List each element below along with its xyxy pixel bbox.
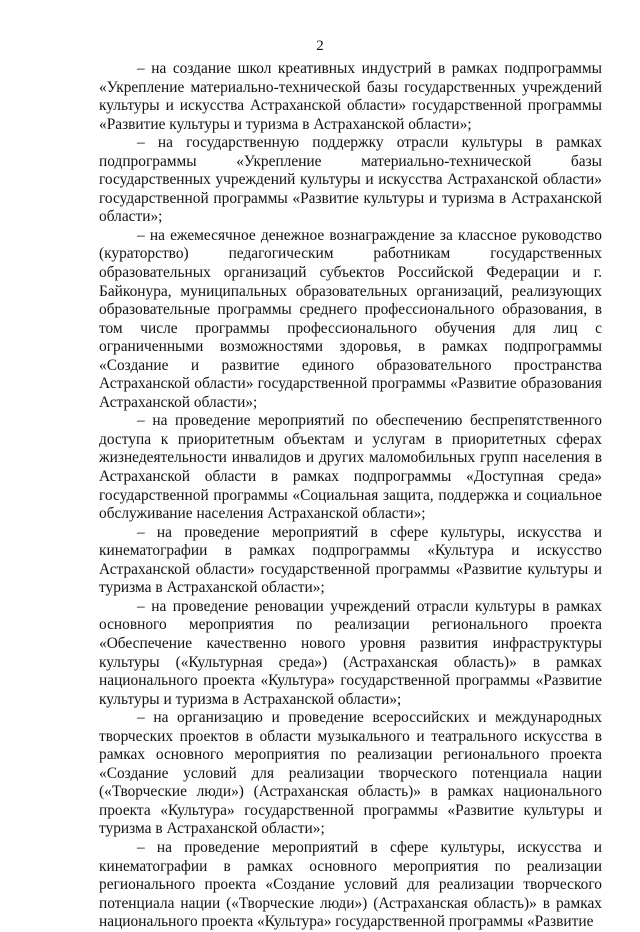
paragraph: – на ежемесячное денежное вознаграждение за классное руководство (кураторство) педагогическим работникам государственных образовательных организаций субъектов Российской Федерации и г. Байконура, муниципальных образовательных организаций, реализующих образовательные программы среднего профессионального образования, в том числе программы профессионального обучения для лиц с ограниченными возможностями здоровья, в рамках подпрограммы «Создание и развитие единого образовательного пространства Астраханской области» государственной программы «Развитие образования Астраханской области»;: [99, 226, 602, 411]
page-number: 2: [316, 38, 324, 54]
paragraph: – на государственную поддержку отрасли культуры в рамках подпрограммы «Укрепление материально-технической базы государственных учреждений культуры и искусства Астраханской области» государственной программы «Развитие культуры и туризма в Астраханской области»;: [99, 134, 602, 226]
paragraph: – на создание школ креативных индустрий в рамках подпрограммы «Укрепление материально-технической базы государственных учреждений культуры и искусства Астраханской области» государственной программы «Развитие культуры и туризма в Астраханской области»;: [99, 60, 602, 133]
paragraph: – на проведение реновации учреждений отрасли культуры в рамках основного мероприятия по реализации регионального проекта «Обеспечение качественно нового уровня развития инфраструктуры культуры («Культурная среда») (Астраханская область)» в рамках национального проекта «Культура» государственной программы «Развитие культуры и туризма в Астраханской области»;: [99, 597, 602, 708]
paragraph: – на проведение мероприятий в сфере культуры, искусства и кинематографии в рамках основного мероприятия по реализации регионального проекта «Создание условий для реализации творческого потенциала нации («Творческие люди») (Астраханская область)» в рамках национального проекта «Культура» государственной программы «Развитие: [99, 838, 602, 931]
body-text: [99, 60, 602, 932]
paragraph: – на проведение мероприятий в сфере культуры, искусства и кинематографии в рамках подпрограммы «Культура и искусство Астраханской области» государственной программы «Развитие культуры и туризма в Астраханской области»;: [99, 523, 602, 597]
paragraph: – на организацию и проведение всероссийских и международных творческих проектов в области музыкального и театрального искусства в рамках основного мероприятия по реализации регионального проекта «Создание условий для реализации творческого потенциала нации («Творческие люди») (Астраханская область)» в рамках национального проекта «Культура» государственной программы «Развитие культуры и туризма в Астраханской области»;: [99, 709, 602, 838]
paragraph: – на проведение мероприятий по обеспечению беспрепятственного доступа к приоритетным объектам и услугам в приоритетных сферах жизнедеятельности инвалидов и других маломобильных групп населения в Астраханской области в рамках подпрограммы «Доступная среда» государственной программы «Социальная защита, поддержка и социальное обслуживание населения Астраханской области»;: [99, 412, 602, 523]
